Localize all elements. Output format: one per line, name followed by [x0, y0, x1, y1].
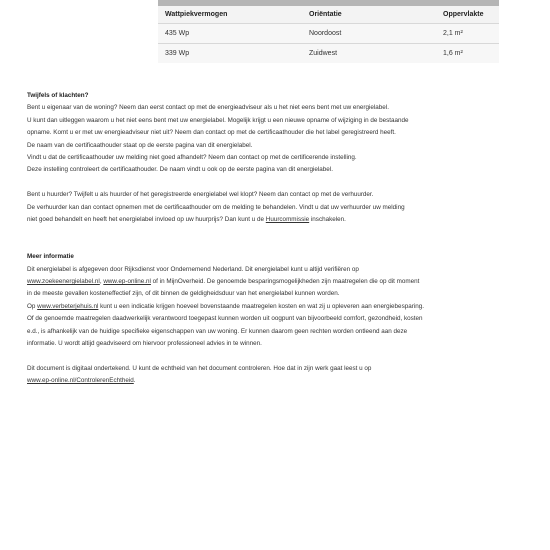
- meer-line-links: [27, 276, 532, 288]
- header-oppervlakte: Oppervlakte: [443, 11, 484, 18]
- huurder-text: niet goed behandelt en heeft het energielabel invloed op uw huurprijs? Dan kunt u de: [27, 216, 266, 224]
- cell-wattpiek: 435 Wp: [165, 30, 190, 37]
- cell-wattpiek: 339 Wp: [165, 50, 190, 57]
- huurder-line: Bent u huurder? Twijfelt u als huurder of het geregistreerde energielabel wel klopt? Neem dan contact op met de verhuurder.: [27, 191, 374, 199]
- meer-line-verbeterjehuis: [27, 301, 532, 313]
- controleren-echtheid-link[interactable]: www.ep-online.nl/ControlerenEchtheid: [27, 377, 134, 385]
- meer-line: e.d., is afhankelijk van de huidige specifieke eigenschappen van uw woning. Er kunnen daarom geen rechten worden ontleend aan deze: [27, 327, 408, 335]
- klachten-line: Vindt u dat de certificaathouder uw melding niet goed afhandelt? Neem dan contact op met de certificerende instelling.: [27, 154, 357, 162]
- meer-line: informatie. U wordt altijd geadviseerd om hiervoor professioneel advies in te winnen.: [27, 340, 262, 348]
- cell-oppervlakte: 1,6 m²: [443, 50, 463, 57]
- huurder-line-last: [27, 214, 532, 226]
- link-separator: ,: [99, 278, 104, 286]
- meer-text: Op: [27, 302, 38, 310]
- ep-online-link[interactable]: www.ep-online.nl: [103, 278, 151, 286]
- cell-oppervlakte: 2,1 m²: [443, 30, 463, 37]
- huurder-line: De verhuurder kan dan contact opnemen met de certificaathouder om de melding te behandelen. Vindt u dat uw verhuurder uw melding: [27, 203, 405, 211]
- klachten-line: U kunt dan uitleggen waarom u het niet eens bent met uw energielabel. Mogelijk krijgt u een nieuwe opname of wijziging in de bestaande: [27, 116, 409, 124]
- cell-orientatie: Noordoost: [309, 30, 342, 37]
- table-row: [158, 43, 499, 63]
- meer-line: Of de genoemde maatregelen daadwerkelijk verantwoord toegepast kunnen worden uit oogpunt van bijvoorbeeld comfort, gezondheid, kosten: [27, 315, 423, 323]
- huurder-text-end: inschakelen.: [309, 216, 346, 224]
- cell-orientatie: Zuidwest: [309, 50, 338, 57]
- header-wattpiek: Wattpiekvermogen: [165, 11, 228, 18]
- digitaal-line: Dit document is digitaal ondertekend. U kunt de echtheid van het document controleren. Hoe dat in zijn werk gaat leest u op: [27, 364, 372, 372]
- pv-table: [158, 0, 499, 63]
- meer-line: in de meeste gevallen kosteneffectief zijn, of dit binnen de geldigheidsduur van het energielabel kunnen worden.: [27, 290, 340, 298]
- table-header-row: [158, 6, 499, 23]
- meer-text: of in MijnOverheid. De genoemde besparingsmogelijkheden zijn maatregelen die op dit moment: [150, 278, 420, 286]
- klachten-heading: Twijfels of klachten?: [27, 92, 89, 99]
- verbeterjehuis-link[interactable]: www.verbeterjehuis.nl: [37, 302, 99, 310]
- digitaal-line-link: [27, 375, 532, 387]
- klachten-line: Bent u eigenaar van de woning? Neem dan eerst contact op met de energieadviseur als u het niet eens bent met uw energielabel.: [27, 104, 389, 112]
- body-text: [27, 90, 532, 388]
- header-orientatie: Oriëntatie: [309, 11, 342, 18]
- meer-text: kunt u een indicatie krijgen hoeveel bovenstaande maatregelen kosten en wat zij u opleveren aan energiebesparing.: [98, 302, 424, 310]
- klachten-line: opname. Komt u er met uw energieadviseur niet uit? Neem dan contact op met de certificaathouder die het label geregistreerd heeft.: [27, 129, 396, 137]
- klachten-line: Deze instelling controleert de certificaathouder. De naam vindt u ook op de eerste pagina van dit energielabel.: [27, 166, 333, 174]
- huurcommissie-link[interactable]: Huurcommissie: [265, 216, 310, 224]
- klachten-line: De naam van de certificaathouder staat op de eerste pagina van dit energielabel.: [27, 141, 253, 149]
- meer-informatie-heading: Meer informatie: [27, 253, 74, 261]
- table-row: [158, 23, 499, 43]
- meer-line: Dit energielabel is afgegeven door Rijksdienst voor Ondernemend Nederland. Dit energielabel kunt u altijd verifiëren op: [27, 265, 359, 273]
- zoekeenergielabel-link[interactable]: www.zoekeenergielabel.nl: [27, 278, 100, 286]
- digitaal-text-end: .: [133, 377, 136, 385]
